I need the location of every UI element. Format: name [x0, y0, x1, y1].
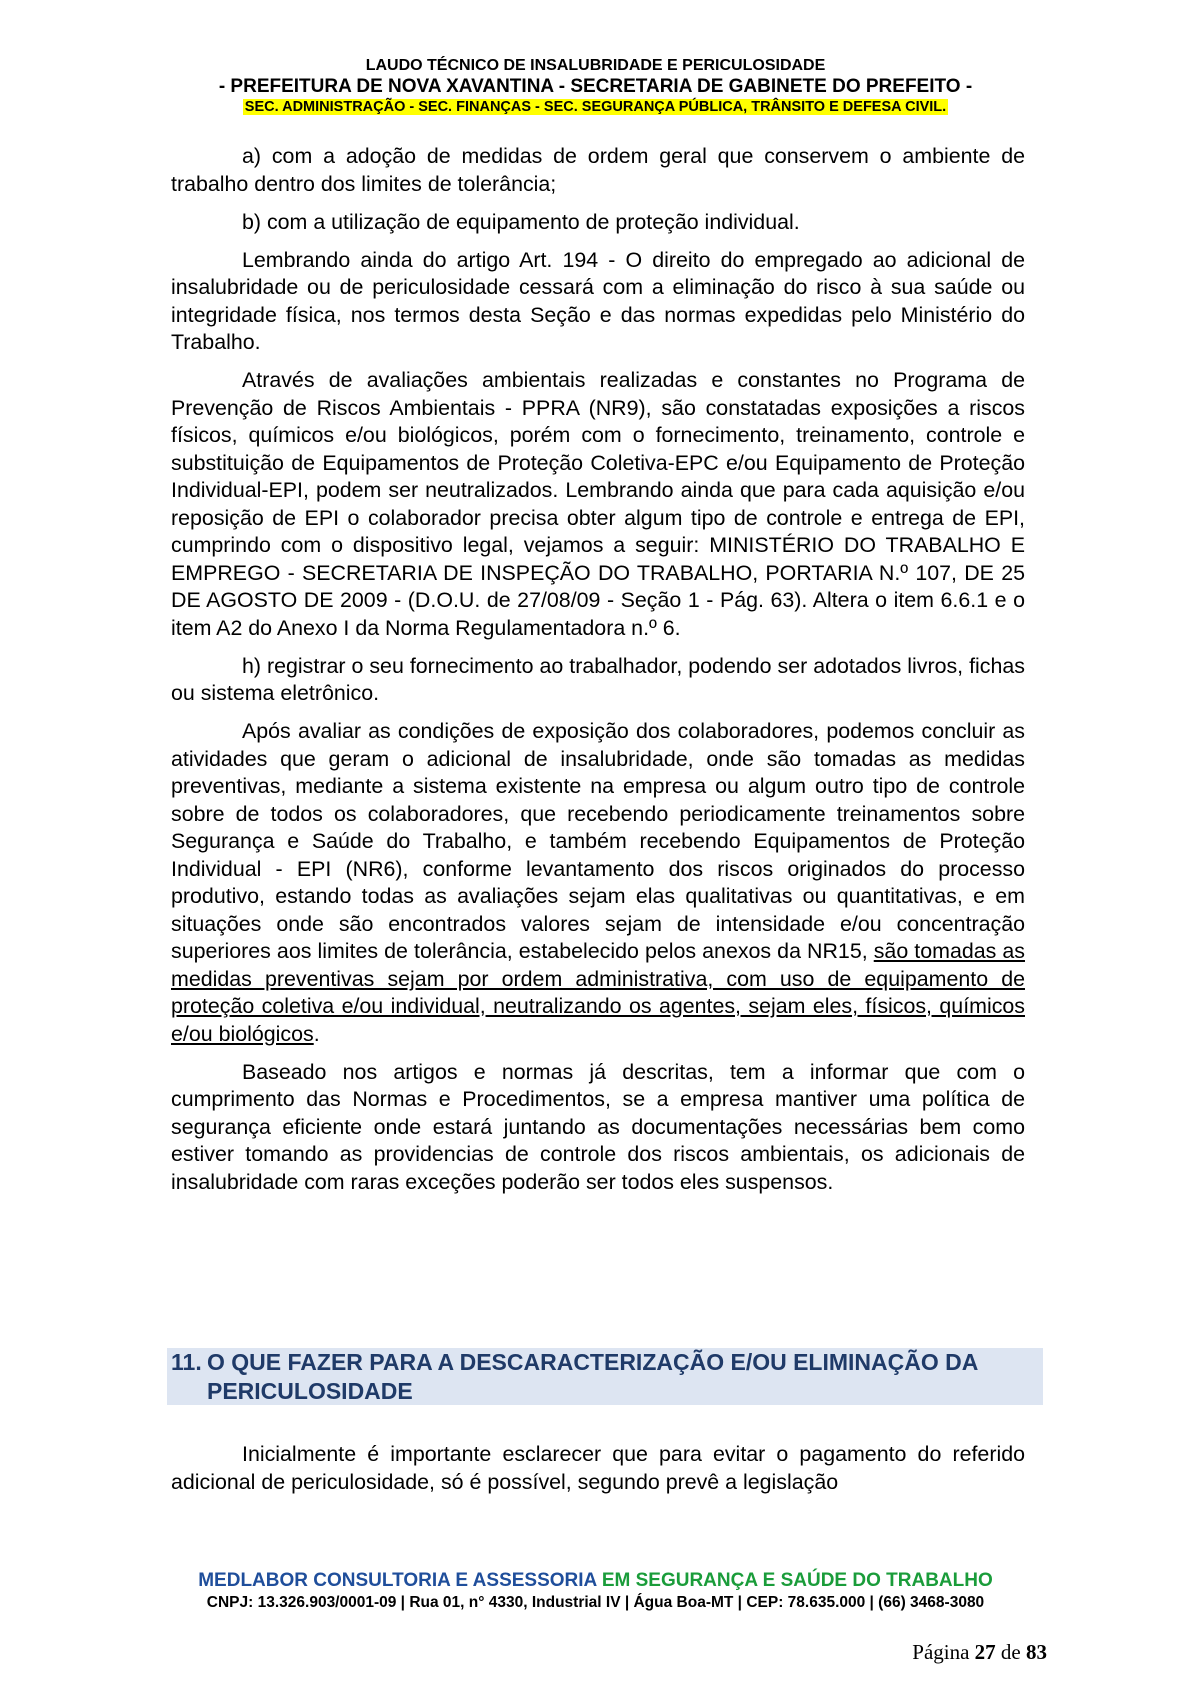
paragraph-item-b: b) com a utilização de equipamento de proteção individual.	[242, 209, 800, 234]
report-title: LAUDO TÉCNICO DE INSALUBRIDADE E PERICULOSIDADE	[365, 57, 826, 74]
page-current: 27	[974, 1640, 996, 1664]
company-name	[0, 1569, 1191, 1593]
company-name-blue: MEDLABOR CONSULTORIA E ASSESSORIA	[198, 1570, 597, 1591]
report-subtitle: - PREFEITURA DE NOVA XAVANTINA - SECRETARIA DE GABINETE DO PREFEITO -	[218, 76, 973, 97]
report-departments: SEC. ADMINISTRAÇÃO - SEC. FINANÇAS - SEC. SEGURANÇA PÚBLICA, TRÂNSITO E DEFESA CIVIL.	[244, 99, 947, 115]
page-header	[0, 56, 1191, 116]
section-heading-line1	[171, 1348, 1043, 1377]
page-footer	[0, 1569, 1191, 1613]
section-number: 11.	[171, 1349, 202, 1375]
paragraph-evaluation-end: .	[313, 1021, 320, 1046]
company-address: CNPJ: 13.326.903/0001-09 | Rua 01, n° 4330, Industrial IV | Água Boa-MT | CEP: 78.635.000 | (66) 3468-3080	[206, 1594, 985, 1611]
company-name-green: EM SEGURANÇA E SAÚDE DO TRABALHO	[596, 1570, 993, 1591]
section-heading-line1-group	[171, 1348, 978, 1377]
paragraph-evaluation	[171, 718, 1025, 1048]
paragraph-initial: Inicialmente é importante esclarecer que para evitar o pagamento do referido adicional de periculosidade, só é possível, segundo prevê a legislação	[171, 1442, 1025, 1494]
paragraph-conclusion: Baseado nos artigos e normas já descritas, tem a informar que com o cumprimento das Normas e Procedimentos, se a empresa mantiver uma política de segurança eficiente onde estará juntando as documentações necessárias bem como estiver tomando as providencias de controle dos riscos ambientais, os adicionais de insalubridade com raras exceções poderão ser todos eles suspensos.	[171, 1059, 1025, 1194]
page-of: de	[995, 1640, 1026, 1664]
document-body	[171, 143, 1025, 1207]
paragraph-item-h: h) registrar o seu fornecimento ao trabalhador, podendo ser adotados livros, fichas ou sistema eletrônico.	[171, 653, 1025, 705]
page-total: 83	[1026, 1640, 1047, 1664]
section-heading-11	[167, 1348, 1043, 1405]
section-body	[171, 1441, 1025, 1496]
page-label: Página	[912, 1640, 975, 1664]
paragraph-art-194: Lembrando ainda do artigo Art. 194 - O direito do empregado ao adicional de insalubridade ou de periculosidade cessará com a eliminação do risco à sua saúde ou integridade física, nos termos desta Seção e das normas expedidas pelo Ministério do Trabalho.	[171, 247, 1025, 354]
underlined-measures: são tomadas as medidas preventivas sejam por ordem administrativa, com uso de equipamento de proteção coletiva e/ou individual, neutralizando os agentes, sejam eles, físicos, químicos e/ou biológicos	[171, 939, 1025, 1046]
paragraph-item-a: a) com a adoção de medidas de ordem geral que conservem o ambiente de trabalho dentro dos limites de tolerância;	[171, 144, 1025, 196]
paragraph-ppra: Através de avaliações ambientais realizadas e constantes no Programa de Prevenção de Riscos Ambientais - PPRA (NR9), são constatadas exposições a riscos físicos, químicos e/ou biológicos, porém com o fornecimento, treinamento, controle e substituição de Equipamentos de Proteção Coletiva-EPC e/ou Equipamento de Proteção Individual-EPI, podem ser neutralizados. Lembrando ainda que para cada aquisição e/ou reposição de EPI o colaborador precisa obter algum tipo de controle e entrega de EPI, cumprindo com o dispositivo legal, vejamos a seguir: MINISTÉRIO DO TRABALHO E EMPREGO - SECRETARIA DE INSPEÇÃO DO TRABALHO, PORTARIA N.º 107, DE 25 DE AGOSTO DE 2009 - (D.O.U. de 27/08/09 - Seção 1 - Pág. 63). Altera o item 6.6.1 e o item A2 do Anexo I da Norma Regulamentadora n.º 6.	[171, 368, 1025, 640]
paragraph-evaluation-text: Após avaliar as condições de exposição dos colaboradores, podemos concluir as atividades que geram o adicional de insalubridade, onde são tomadas as medidas preventivas, mediante a sistema existente na empresa ou algum outro tipo de controle sobre de todos os colaboradores, que recebendo periodicamente treinamentos sobre Segurança e Saúde do Trabalho, e também recebendo Equipamentos de Proteção Individual - EPI (NR6), conforme levantamento dos riscos originados do processo produtivo, estando todas as avaliações sejam elas qualitativas ou quantitativas, e em situações onde são encontrados valores sejam de intensidade e/ou concentração superiores aos limites de tolerância, estabelecido pelos anexos da NR15,	[171, 719, 1025, 963]
section-title-line1: O QUE FAZER PARA A DESCARACTERIZAÇÃO E/OU ELIMINAÇÃO DA	[207, 1349, 979, 1375]
section-title-line2: PERICULOSIDADE	[207, 1377, 413, 1404]
page-number	[912, 1640, 1047, 1665]
